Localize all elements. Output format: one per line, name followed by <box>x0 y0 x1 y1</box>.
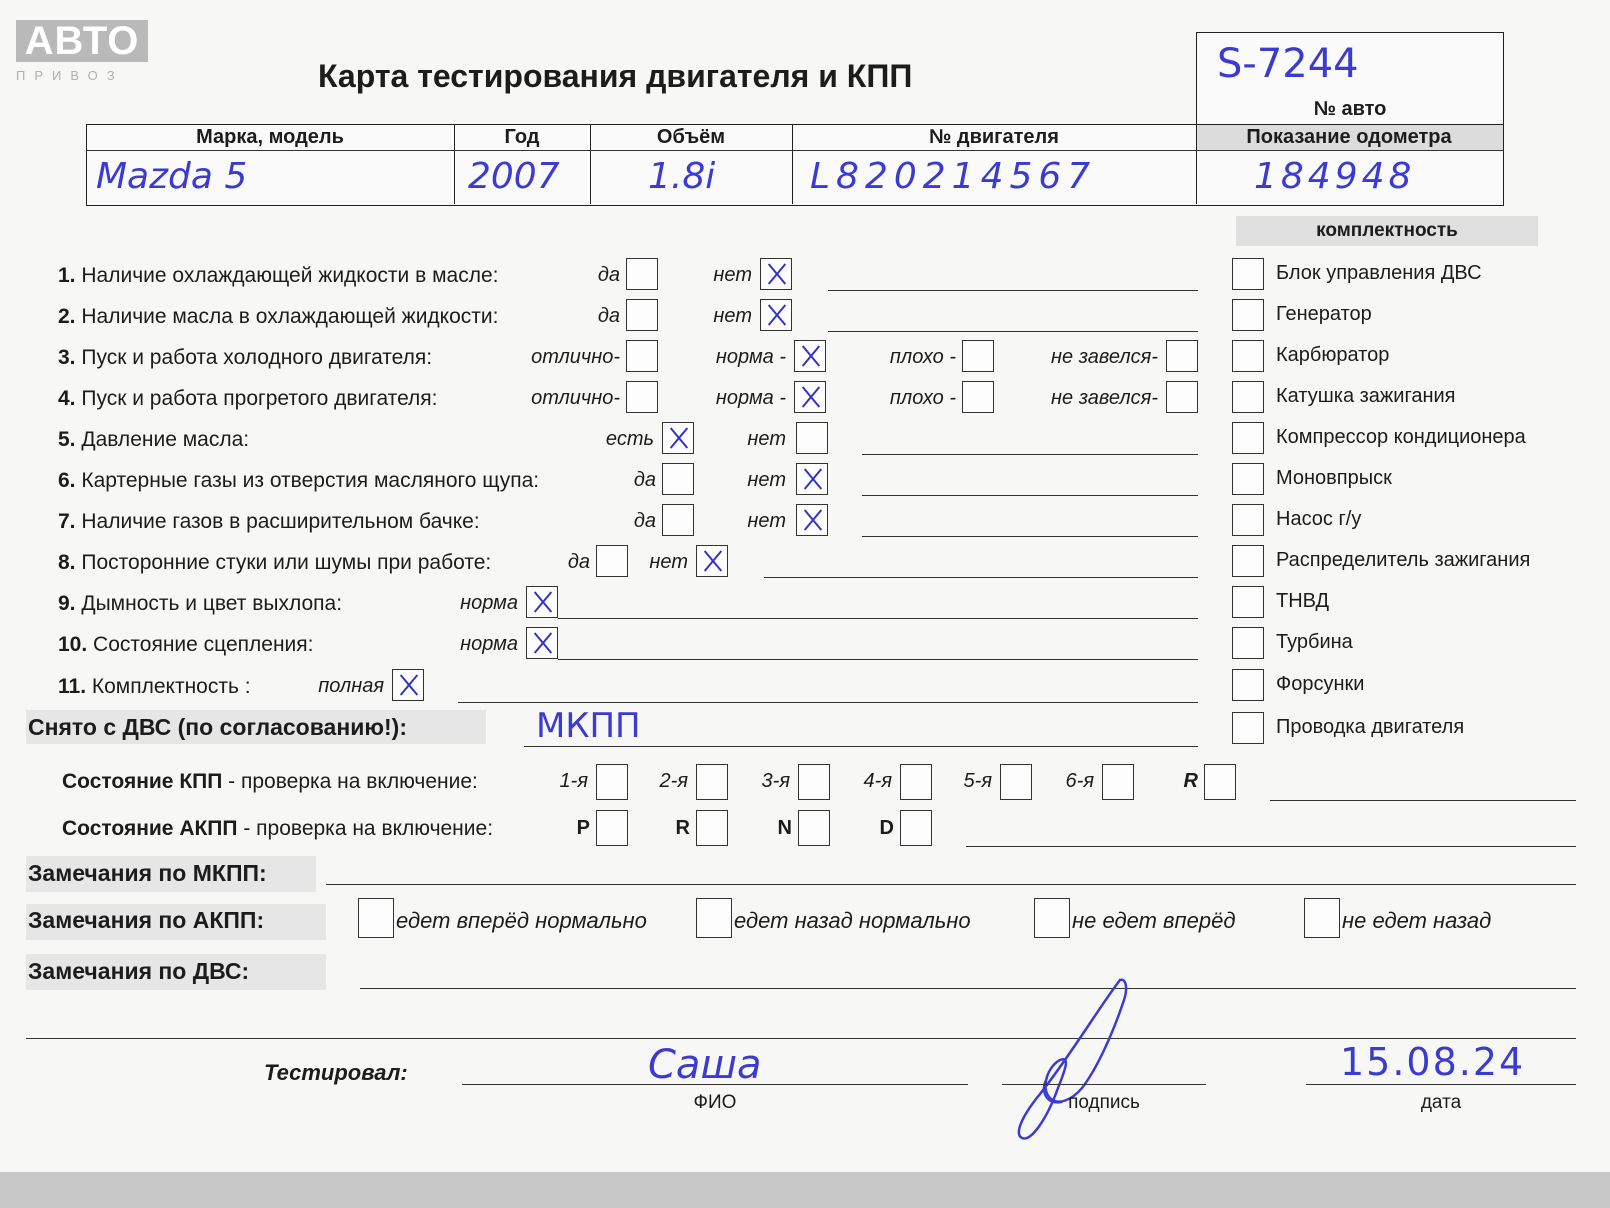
check-3-normal[interactable] <box>794 340 826 372</box>
position-label: D <box>879 817 894 839</box>
check-10-normal[interactable] <box>526 627 558 659</box>
logo-subtitle: ПРИВОЗ <box>16 68 124 83</box>
check-5-yes[interactable] <box>662 422 694 454</box>
option-label: нет <box>649 551 688 573</box>
kpp-label: Состояние КПП - проверка на включение: <box>62 770 478 793</box>
option-label: полная <box>318 675 384 697</box>
signature-caption: подпись <box>1068 1092 1140 1113</box>
complete-item-1[interactable] <box>1232 258 1264 290</box>
complete-label: Карбюратор <box>1276 344 1390 366</box>
auto-number-value: S-7244 <box>1217 41 1359 87</box>
volume-value: 1.8i <box>648 156 716 197</box>
check-row-2: 2. Наличие масла в охлаждающей жидкости: <box>58 305 499 328</box>
check-row-4: 4. Пуск и работа прогретого двигателя: <box>58 387 438 410</box>
akpp-pos-p[interactable] <box>596 810 628 846</box>
check-row-1: 1. Наличие охлаждающей жидкости в масле: <box>58 264 499 287</box>
remarks-mkpp-label: Замечания по МКПП: <box>28 860 267 886</box>
auto-number-box <box>1196 32 1504 100</box>
kpp-gear-5[interactable] <box>1000 764 1032 800</box>
option-label: плохо - <box>889 346 956 368</box>
odometer-value: 184948 <box>1254 156 1416 197</box>
check-row-8: 8. Посторонние стуки или шумы при работе: <box>58 551 492 574</box>
check-row-9: 9. Дымность и цвет выхлопа: <box>58 592 343 615</box>
remarks-akpp-label: Замечания по АКПП: <box>28 907 265 933</box>
option-label: норма - <box>715 346 786 368</box>
check-5-no[interactable] <box>796 422 828 454</box>
check-11-full[interactable] <box>392 669 424 701</box>
complete-item-12[interactable] <box>1232 712 1264 744</box>
akpp-forward-ok[interactable] <box>358 898 394 938</box>
check-3-bad[interactable] <box>962 340 994 372</box>
complete-label: Распределитель зажигания <box>1276 549 1531 571</box>
col-odometer: Показание одометра <box>1246 126 1452 148</box>
complete-label: Компрессор кондиционера <box>1276 426 1526 448</box>
page-title: Карта тестирования двигателя и КПП <box>318 58 913 94</box>
check-4-no-start[interactable] <box>1166 381 1198 413</box>
position-label: R <box>675 817 690 839</box>
option-label: да <box>597 305 620 327</box>
tester-name-value: Саша <box>648 1042 762 1088</box>
check-row-7: 7. Наличие газов в расширительном бачке: <box>58 510 480 533</box>
complete-item-5[interactable] <box>1232 422 1264 454</box>
akpp-no-reverse[interactable] <box>1304 898 1340 938</box>
akpp-reverse-ok[interactable] <box>696 898 732 938</box>
complete-label: Моновпрыск <box>1276 467 1392 489</box>
option-label: нет <box>713 305 752 327</box>
gear-label: 2-я <box>659 770 688 792</box>
position-label: N <box>777 817 792 839</box>
option-label: норма <box>460 592 518 614</box>
check-3-excellent[interactable] <box>626 340 658 372</box>
complete-item-9[interactable] <box>1232 586 1264 618</box>
complete-item-8[interactable] <box>1232 545 1264 577</box>
option-label: норма - <box>715 387 786 409</box>
check-row-3: 3. Пуск и работа холодного двигателя: <box>58 346 433 369</box>
check-7-no[interactable] <box>796 504 828 536</box>
gear-label: 5-я <box>963 770 992 792</box>
akpp-pos-r[interactable] <box>696 810 728 846</box>
akpp-label: Состояние АКПП - проверка на включение: <box>62 817 494 840</box>
col-brand-model: Марка, модель <box>196 126 344 148</box>
check-9-normal[interactable] <box>526 586 558 618</box>
option-label: да <box>567 551 590 573</box>
check-2-yes[interactable] <box>626 299 658 331</box>
complete-label: Генератор <box>1276 303 1372 325</box>
akpp-remark-label: не едет вперёд <box>1072 908 1236 933</box>
akpp-pos-d[interactable] <box>900 810 932 846</box>
option-label: нет <box>747 469 786 491</box>
akpp-remark-label: едет назад нормально <box>734 908 971 933</box>
akpp-remark-label: едет вперёд нормально <box>396 908 647 933</box>
check-4-bad[interactable] <box>962 381 994 413</box>
year-value: 2007 <box>468 156 560 197</box>
avtoprivoz-logo: АВТО <box>16 20 148 62</box>
tested-by-label: Тестировал: <box>264 1060 408 1085</box>
option-label: есть <box>605 428 654 450</box>
check-row-5: 5. Давление масла: <box>58 428 250 451</box>
removed-value: МКПП <box>536 706 641 746</box>
gear-label: R <box>1183 770 1198 792</box>
complete-item-4[interactable] <box>1232 381 1264 413</box>
position-label: P <box>576 817 590 839</box>
name-caption: ФИО <box>693 1092 737 1113</box>
akpp-no-forward[interactable] <box>1034 898 1070 938</box>
check-4-normal[interactable] <box>794 381 826 413</box>
complete-label: Форсунки <box>1276 673 1365 695</box>
check-7-yes[interactable] <box>662 504 694 536</box>
complete-item-2[interactable] <box>1232 299 1264 331</box>
remarks-dvs-label: Замечания по ДВС: <box>28 958 250 984</box>
complete-item-11[interactable] <box>1232 669 1264 701</box>
gear-label: 6-я <box>1065 770 1094 792</box>
engine-number-value: L820214567 <box>810 156 1097 197</box>
handwritten-signature <box>1000 976 1140 1146</box>
option-label: не завелся- <box>1051 387 1158 409</box>
check-6-yes[interactable] <box>662 463 694 495</box>
akpp-pos-n[interactable] <box>798 810 830 846</box>
check-4-excellent[interactable] <box>626 381 658 413</box>
option-label: нет <box>747 428 786 450</box>
kpp-gear-4[interactable] <box>900 764 932 800</box>
col-engine-number: № двигателя <box>929 126 1059 148</box>
complete-label: Блок управления ДВС <box>1276 262 1482 284</box>
complete-label: Катушка зажигания <box>1276 385 1456 407</box>
complete-item-3[interactable] <box>1232 340 1264 372</box>
date-caption: дата <box>1420 1092 1462 1113</box>
header-table-divider <box>86 150 1504 151</box>
gear-label: 3-я <box>761 770 790 792</box>
complete-label: ТНВД <box>1276 590 1330 612</box>
check-2-no[interactable] <box>760 299 792 331</box>
option-label: нет <box>713 264 752 286</box>
option-label: не завелся- <box>1051 346 1158 368</box>
option-label: отлично- <box>531 346 620 368</box>
gear-label: 4-я <box>863 770 892 792</box>
brand-model-value: Mazda 5 <box>96 156 248 197</box>
kpp-gear-1[interactable] <box>596 764 628 800</box>
removed-label: Снято с ДВС (по согласованию!): <box>28 714 407 740</box>
option-label: норма <box>460 633 518 655</box>
date-value: 15.08.24 <box>1340 1040 1526 1084</box>
check-row-6: 6. Картерные газы из отверстия масляного щупа: <box>58 469 540 492</box>
check-row-11: 11. Комплектность : <box>58 675 251 698</box>
check-8-yes[interactable] <box>596 545 628 577</box>
complete-item-7[interactable] <box>1232 504 1264 536</box>
auto-number-label-cell <box>1196 96 1504 125</box>
option-label: отлично- <box>531 387 620 409</box>
check-1-no[interactable] <box>760 258 792 290</box>
check-8-no[interactable] <box>696 545 728 577</box>
complete-label: Насос г/у <box>1276 508 1362 530</box>
check-3-no-start[interactable] <box>1166 340 1198 372</box>
akpp-remark-label: не едет назад <box>1342 908 1492 933</box>
option-label: да <box>633 469 656 491</box>
option-label: нет <box>747 510 786 532</box>
complete-item-6[interactable] <box>1232 463 1264 495</box>
check-6-no[interactable] <box>796 463 828 495</box>
completeness-header: комплектность <box>1236 216 1538 246</box>
option-label: плохо - <box>889 387 956 409</box>
option-label: да <box>633 510 656 532</box>
complete-label: Турбина <box>1276 631 1353 653</box>
kpp-gear-2[interactable] <box>696 764 728 800</box>
col-year: Год <box>504 126 540 148</box>
kpp-gear-6[interactable] <box>1102 764 1134 800</box>
check-1-yes[interactable] <box>626 258 658 290</box>
auto-number-label: № авто <box>1313 98 1387 120</box>
kpp-gear-3[interactable] <box>798 764 830 800</box>
complete-label: Проводка двигателя <box>1276 716 1465 738</box>
kpp-gear-r[interactable] <box>1204 764 1236 800</box>
col-volume: Объём <box>656 126 726 148</box>
complete-item-10[interactable] <box>1232 627 1264 659</box>
scan-bottom-edge <box>0 1172 1610 1208</box>
option-label: да <box>597 264 620 286</box>
gear-label: 1-я <box>559 770 588 792</box>
check-row-10: 10. Состояние сцепления: <box>58 633 314 656</box>
